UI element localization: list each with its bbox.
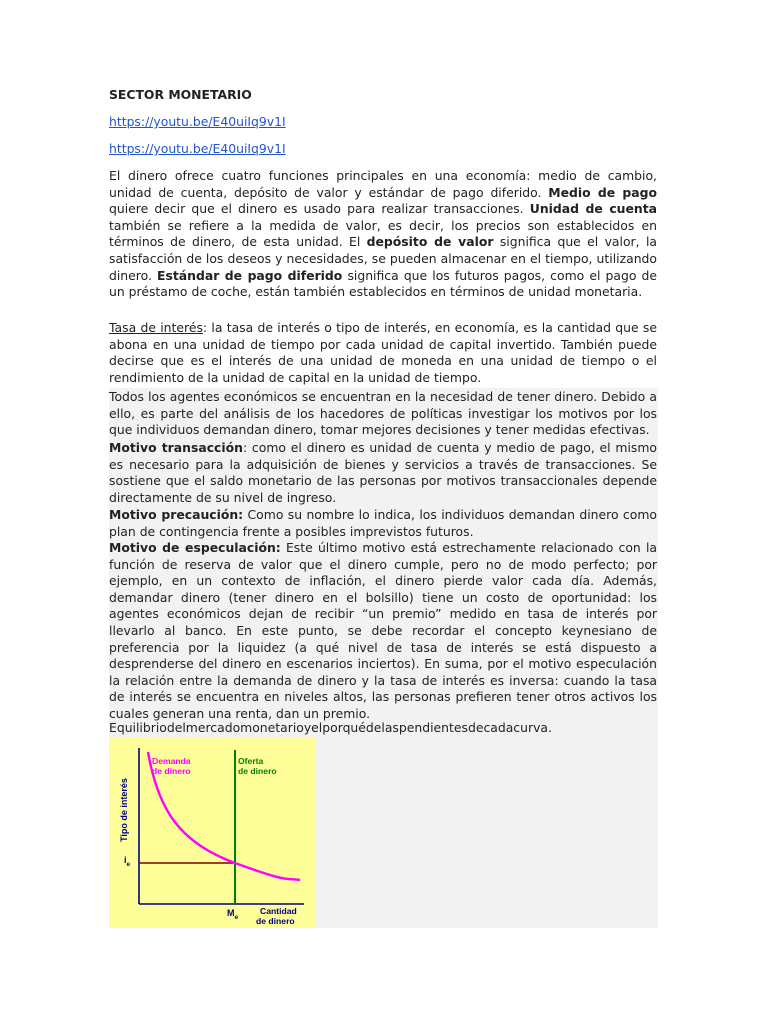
supply-label-line1: Oferta [238, 756, 264, 766]
y-axis-label: Tipo de interés [119, 778, 129, 842]
term-motivo-precaucion: Motivo precaución: [109, 507, 244, 522]
video-link-1[interactable] [109, 114, 657, 131]
paragraph-motivo-precaucion [109, 507, 657, 540]
m-eq-main: M [227, 908, 235, 918]
paragraph-agentes: Todos los agentes económicos se encuentran en la necesidad de tener dinero. Debido a ello, es parte del análisis de los hacedores de políticas investigar los motivos por los que individuos demandan dinero, tomar mejores decisiones y tener medidas efectivas. [109, 389, 657, 438]
paragraph-tasa-interes [109, 320, 657, 386]
p6-text: Este último motivo está estrechamente relacionado con la función de reserva de valor que el dinero cumple, pero no de modo perfecto; por ejemplo, en un contexto de inflación, el dinero pierde valor cada día. Además, demandar dinero (tener dinero en el bolsillo) tiene un costo de oportunidad: los agentes económicos dejan de recibir “un premio” medido en tasa de interés por llevarlo al banco. En este punto, se debe recordar el concepto keynesiano de preferencia por la liquidez (a qué nivel de tasa de interés se está dispuesto a desprenderse del dinero en escenarios inciertos). En suma, por el motivo especulación la relación entre la demanda de dinero y la tasa de interés es inversa: cuando la tasa de interés se encuentra en niveles altos, las personas prefieren tener otros activos los cuales generan una renta, dan un premio. [109, 540, 658, 721]
video-link-1-text[interactable]: https://youtu.be/E40uiIq9v1I [109, 114, 286, 129]
x-axis-label-line1: Cantidad [260, 906, 297, 916]
term-tasa-de-interes: Tasa de interés [109, 320, 203, 335]
p1-text-d: también se refiere a la medida de valor, es decir, los precios son establecidos en términos de dinero, de esta unidad. El [109, 217, 657, 250]
term-estandar-pago-diferido: Estándar de pago diferido [157, 267, 343, 283]
paragraph-equilibrio: Equilibriodelmercadomonetarioyelporquédelaspendientesdecadacurva. [109, 720, 552, 735]
paragraph-money-functions [109, 168, 657, 301]
video-link-2-text[interactable]: https://youtu.be/E40uiIq9v1I [109, 141, 286, 156]
paragraph-motivo-transaccion [109, 440, 657, 506]
document-title: SECTOR MONETARIO [109, 87, 252, 102]
p1-text-e: significa que el valor, la satisfacción de los deseos y necesidades, se pueden almacenar en el tiempo, utilizando dinero. [109, 234, 657, 283]
p4-text: : como el dinero es unidad de cuenta y medio de pago, el mismo es necesario para la adquisición de bienes y servicios a través de transacciones. Se sostiene que el saldo monetario de las personas por motivos transaccionales depende directamente de su nivel de ingreso. [109, 440, 658, 505]
i-eq-main: i [124, 855, 127, 865]
supply-label-line2: de dinero [238, 766, 277, 776]
p1-text-c: quiere decir que el dinero es usado para realizar transacciones. [109, 201, 530, 217]
p1-text-a: El dinero ofrece cuatro funciones principales en una economía: medio de cambio, unidad de cuenta, depósito de valor y estándar de pago diferido. [109, 168, 657, 200]
p5-text: Como su nombre lo indica, los individuos demandan dinero como plan de contingencia frente a posibles imprevistos futuros. [109, 507, 657, 539]
term-unidad-de-cuenta: Unidad de cuenta [529, 201, 658, 217]
p2-text: : la tasa de interés o tipo de interés, en economía, es la cantidad que se abona en una unidad de tiempo por cada unidad de capital invertido. También puede decirse que es el interés de una unidad de moneda en una unidad de tiempo o el rendimiento de la unidad de capital en la unidad de tiempo. [109, 320, 658, 385]
term-motivo-especulacion: Motivo de especulación: [109, 540, 281, 555]
money-market-svg [110, 738, 316, 928]
term-deposito-de-valor: depósito de valor [366, 234, 494, 250]
x-axis-label-line2: de dinero [256, 916, 295, 926]
demand-label-line2: de dinero [152, 766, 191, 776]
demand-label-line1: Demanda [152, 756, 191, 766]
term-medio-de-pago: Medio de pago [548, 184, 657, 200]
paragraph-motivo-especulacion [109, 540, 657, 723]
term-motivo-transaccion: Motivo transacción [109, 440, 243, 455]
p1-text-f: significa que los futuros pagos, como el pago de un préstamo de coche, están también establecidos en términos de unidad monetaria. [109, 267, 658, 300]
i-eq-label [124, 855, 131, 868]
video-link-2[interactable] [109, 141, 657, 158]
money-market-diagram [110, 738, 316, 928]
i-eq-subscript: e [126, 861, 131, 868]
m-eq-label [227, 908, 239, 921]
m-eq-subscript: e [234, 914, 239, 921]
